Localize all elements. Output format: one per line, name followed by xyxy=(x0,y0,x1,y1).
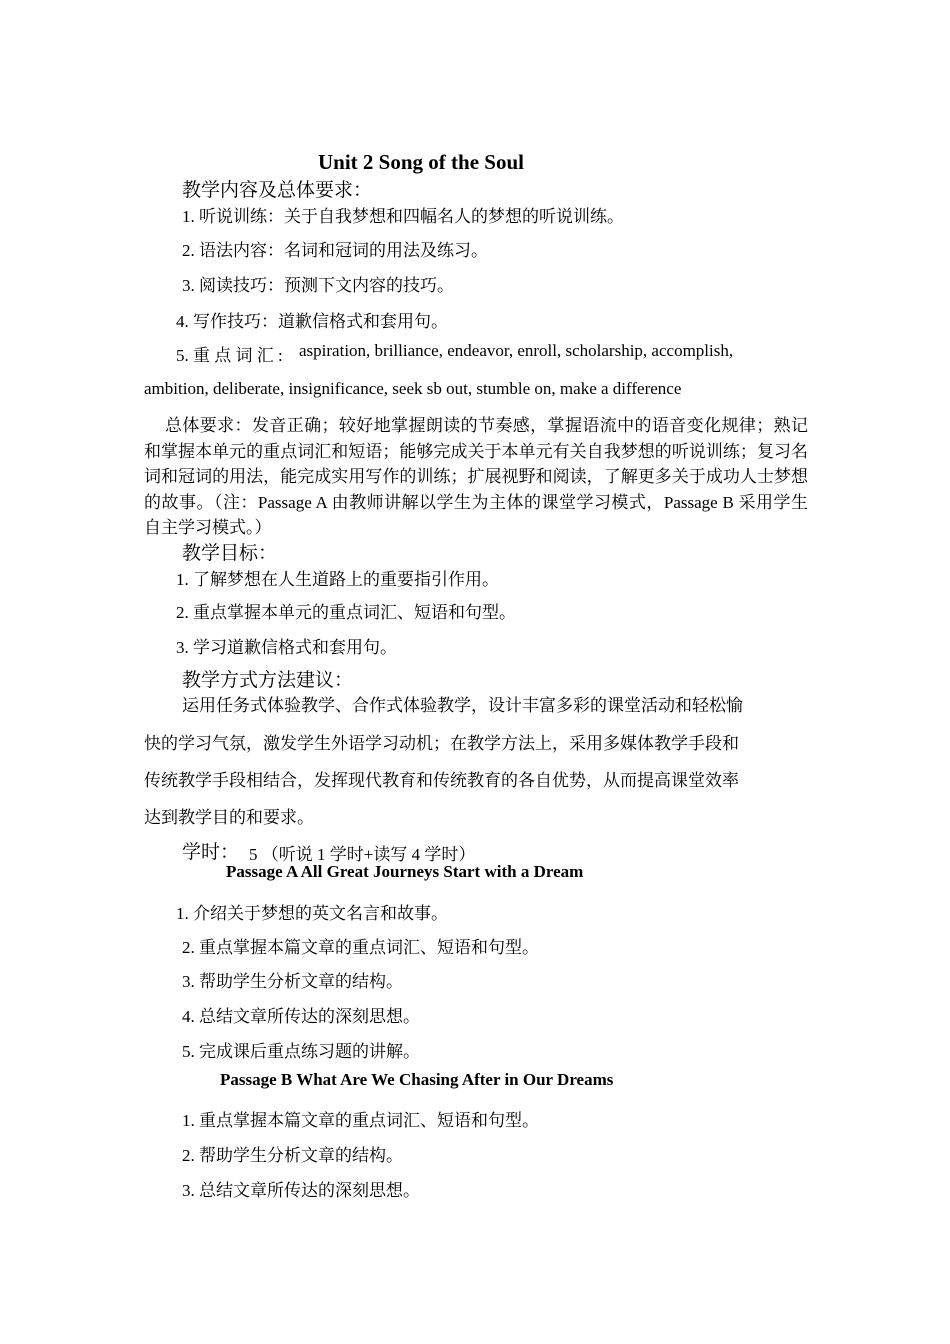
passage-b-item: 1. 重点掌握本篇文章的重点词汇、短语和句型。 xyxy=(182,1111,539,1130)
passage-b-item: 2. 帮助学生分析文章的结构。 xyxy=(182,1146,403,1165)
passage-a-title: Passage A All Great Journeys Start with a Dream xyxy=(226,862,584,881)
hours-label: 学时： xyxy=(182,841,240,863)
goal-item: 2. 重点掌握本单元的重点词汇、短语和句型。 xyxy=(176,603,516,622)
methods-heading: 教学方式方法建议： xyxy=(182,669,354,691)
passage-a-item: 1. 介绍关于梦想的英文名言和故事。 xyxy=(176,904,448,923)
passage-a-item: 4. 总结文章所传达的深刻思想。 xyxy=(182,1007,420,1026)
content-item: 4. 写作技巧：道歉信格式和套用句。 xyxy=(176,312,448,331)
content-heading: 教学内容及总体要求： xyxy=(182,179,373,201)
vocab-label: 5. 重 点 词 汇 : xyxy=(176,346,283,365)
goals-heading: 教学目标： xyxy=(182,542,278,564)
passage-a-item: 5. 完成课后重点练习题的讲解。 xyxy=(182,1042,420,1061)
passage-a-item: 2. 重点掌握本篇文章的重点词汇、短语和句型。 xyxy=(182,938,539,957)
methods-text: 快的学习气氛，激发学生外语学习动机；在教学方法上，采用多媒体教学手段和 xyxy=(144,734,739,753)
passage-b-item: 3. 总结文章所传达的深刻思想。 xyxy=(182,1181,420,1200)
methods-text: 达到教学目的和要求。 xyxy=(144,808,314,827)
goal-item: 3. 学习道歉信格式和套用句。 xyxy=(176,638,397,657)
content-item: 1. 听说训练：关于自我梦想和四幅名人的梦想的听说训练。 xyxy=(182,207,624,226)
vocab-words-continued: ambition, deliberate, insignificance, seek sb out, stumble on, make a difference xyxy=(144,379,682,398)
content-item: 3. 阅读技巧：预测下文内容的技巧。 xyxy=(182,276,454,295)
methods-text: 传统教学手段相结合，发挥现代教育和传统教育的各自优势，从而提高课堂效率 xyxy=(144,771,739,790)
content-item: 2. 语法内容：名词和冠词的用法及练习。 xyxy=(182,241,488,260)
overall-requirements: 总体要求：发音正确；较好地掌握朗读的节奏感，掌握语流中的语音变化规律；熟记和掌握本单元的重点词汇和短语；能够完成关于本单元有关自我梦想的听说训练；复习名词和冠词的用法，能完成实用写作的训练；扩展视野和阅读，了解更多关于成功人士梦想的故事。（注：Passage A 由教师讲解以学生为主体的课堂学习模式，Passage B 采用学生自主学习模式。） xyxy=(144,416,808,537)
methods-text: 运用任务式体验教学、合作式体验教学，设计丰富多彩的课堂活动和轻松愉 xyxy=(182,696,743,715)
goal-item: 1. 了解梦想在人生道路上的重要指引作用。 xyxy=(176,570,499,589)
passage-a-item: 3. 帮助学生分析文章的结构。 xyxy=(182,972,403,991)
passage-b-title: Passage B What Are We Chasing After in Our Dreams xyxy=(220,1070,614,1089)
unit-title: Unit 2 Song of the Soul xyxy=(318,150,524,174)
vocab-words: aspiration, brilliance, endeavor, enroll, scholarship, accomplish, xyxy=(299,341,734,360)
hours-value: 5 （听说 1 学时+读写 4 学时） xyxy=(249,845,476,864)
